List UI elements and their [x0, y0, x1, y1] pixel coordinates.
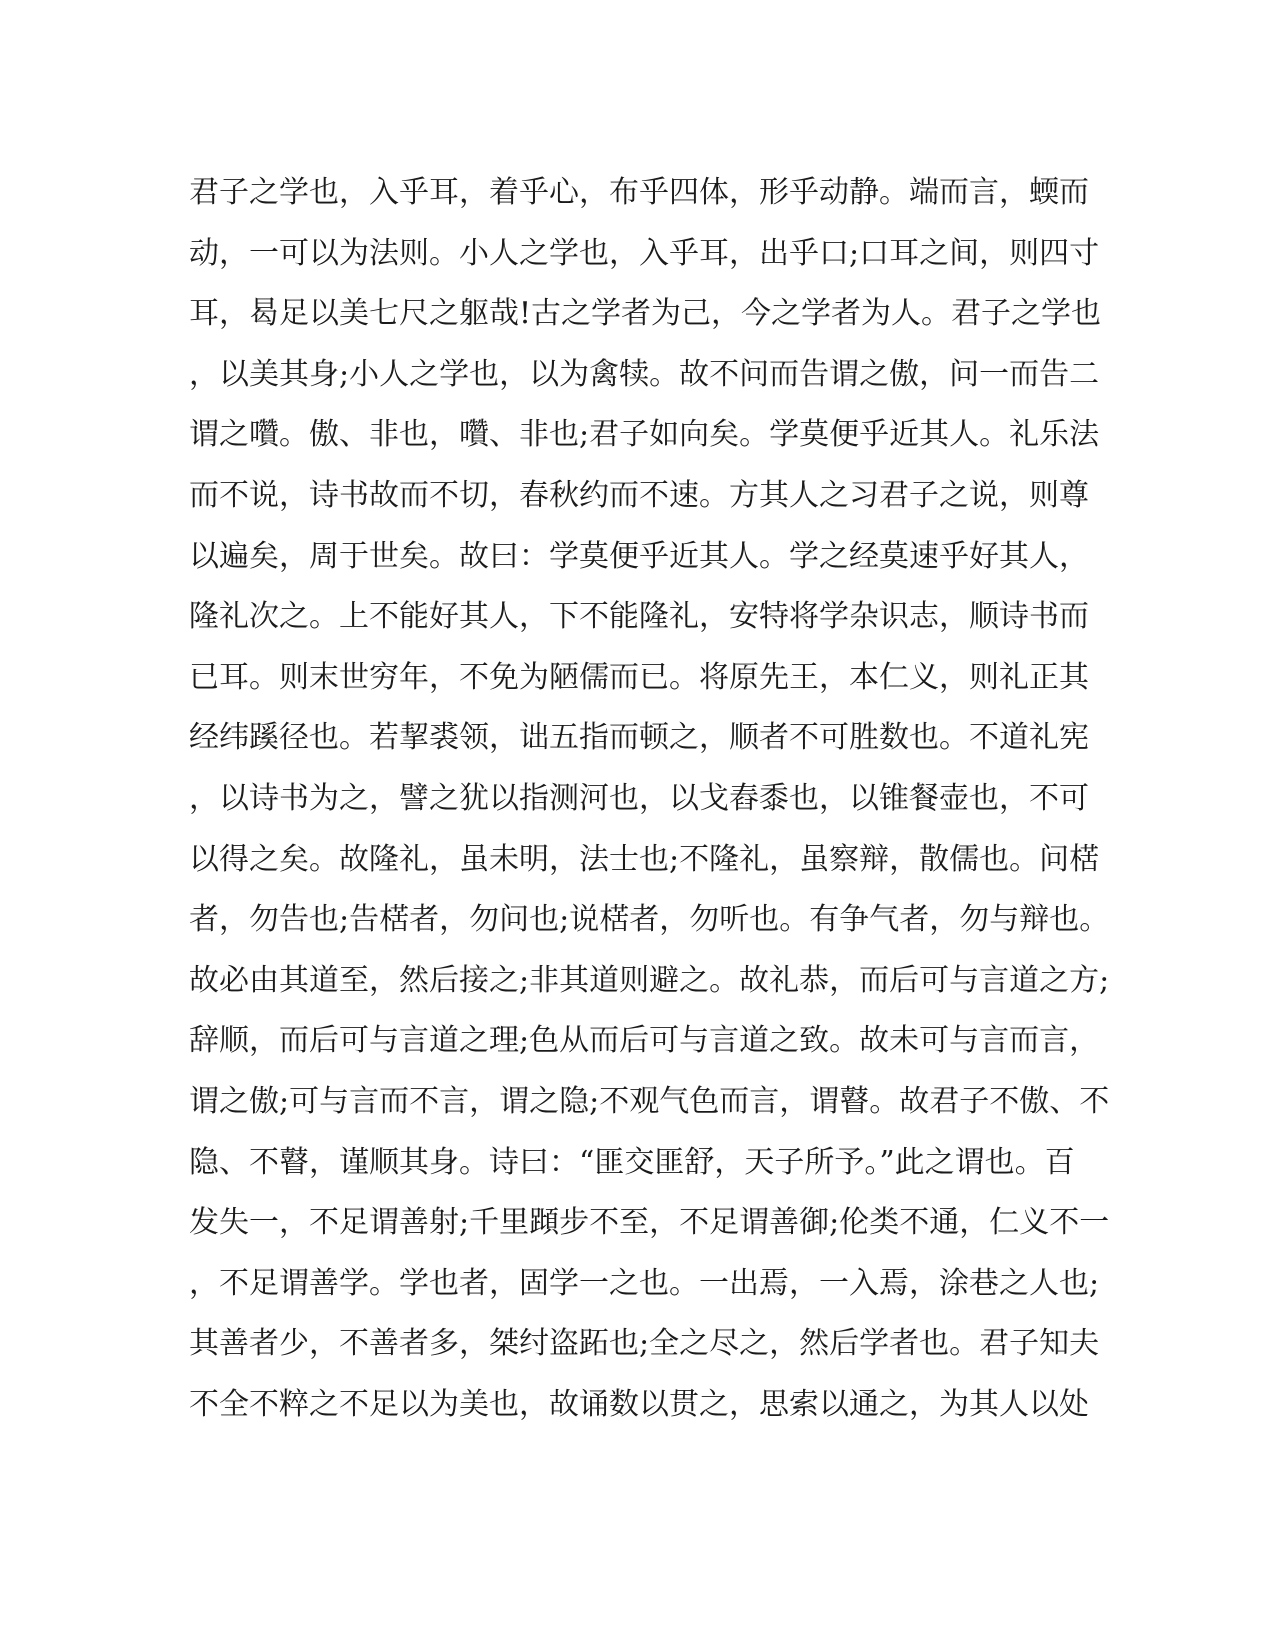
- text-line: 谓之囋。傲、非也，囋、非也;君子如向矣。学莫便乎近其人。礼乐法: [189, 417, 1100, 453]
- text-line: 而不说，诗书故而不切，春秋约而不速。方其人之习君子之说，则尊: [189, 477, 1089, 513]
- text-line: 谓之傲;可与言而不言，谓之隐;不观气色而言，谓瞽。故君子不傲、不: [189, 1083, 1110, 1119]
- text-line: 辞顺，而后可与言道之理;色从而后可与言道之致。故未可与言而言，: [189, 1023, 1100, 1059]
- text-line: 以得之矣。故隆礼，虽未明，法士也;不隆礼，虽察辩，散儒也。问楛: [189, 841, 1100, 877]
- text-line: ，以美其身;小人之学也，以为禽犊。故不问而告谓之傲，问一而告二: [189, 356, 1100, 392]
- text-line: 其善者少，不善者多，桀纣盗跖也;全之尽之，然后学者也。君子知夫: [189, 1326, 1100, 1362]
- text-line: ，不足谓善学。学也者，固学一之也。一出焉，一入焉，涂巷之人也;: [189, 1265, 1100, 1301]
- body-text: [189, 163, 1110, 1435]
- text-line: 者，勿告也;告楛者，勿问也;说楛者，勿听也。有争气者，勿与辩也。: [189, 902, 1110, 938]
- text-line: 发失一，不足谓善射;千里蹞步不至，不足谓善御;伦类不通，仁义不一: [189, 1205, 1110, 1241]
- text-line: ，以诗书为之，譬之犹以指测河也，以戈舂黍也，以锥餐壶也，不可: [189, 780, 1089, 816]
- text-line: 动，一可以为法则。小人之学也，入乎耳，出乎口;口耳之间，则四寸: [189, 235, 1100, 271]
- text-line: 隐、不瞽，谨顺其身。诗曰：“匪交匪舒，天子所予。”此之谓也。百: [189, 1144, 1075, 1180]
- text-line: 已耳。则末世穷年，不免为陋儒而已。将原先王，本仁义，则礼正其: [189, 659, 1089, 695]
- text-line: 不全不粹之不足以为美也，故诵数以贯之，思索以通之，为其人以处: [189, 1386, 1089, 1422]
- text-line: 以遍矣，周于世矣。故曰：学莫便乎近其人。学之经莫速乎好其人，: [189, 538, 1089, 574]
- text-line: 经纬蹊径也。若挈裘领，诎五指而顿之，顺者不可胜数也。不道礼宪: [189, 720, 1089, 756]
- text-line: 君子之学也，入乎耳，着乎心，布乎四体，形乎动静。端而言，蝡而: [189, 175, 1089, 210]
- text-line: 故必由其道至，然后接之;非其道则避之。故礼恭，而后可与言道之方;: [189, 962, 1110, 998]
- text-line: 耳，曷足以美七尺之躯哉!古之学者为己，今之学者为人。君子之学也: [189, 296, 1102, 332]
- text-line: 隆礼次之。上不能好其人，下不能隆礼，安特将学杂识志，顺诗书而: [189, 599, 1089, 635]
